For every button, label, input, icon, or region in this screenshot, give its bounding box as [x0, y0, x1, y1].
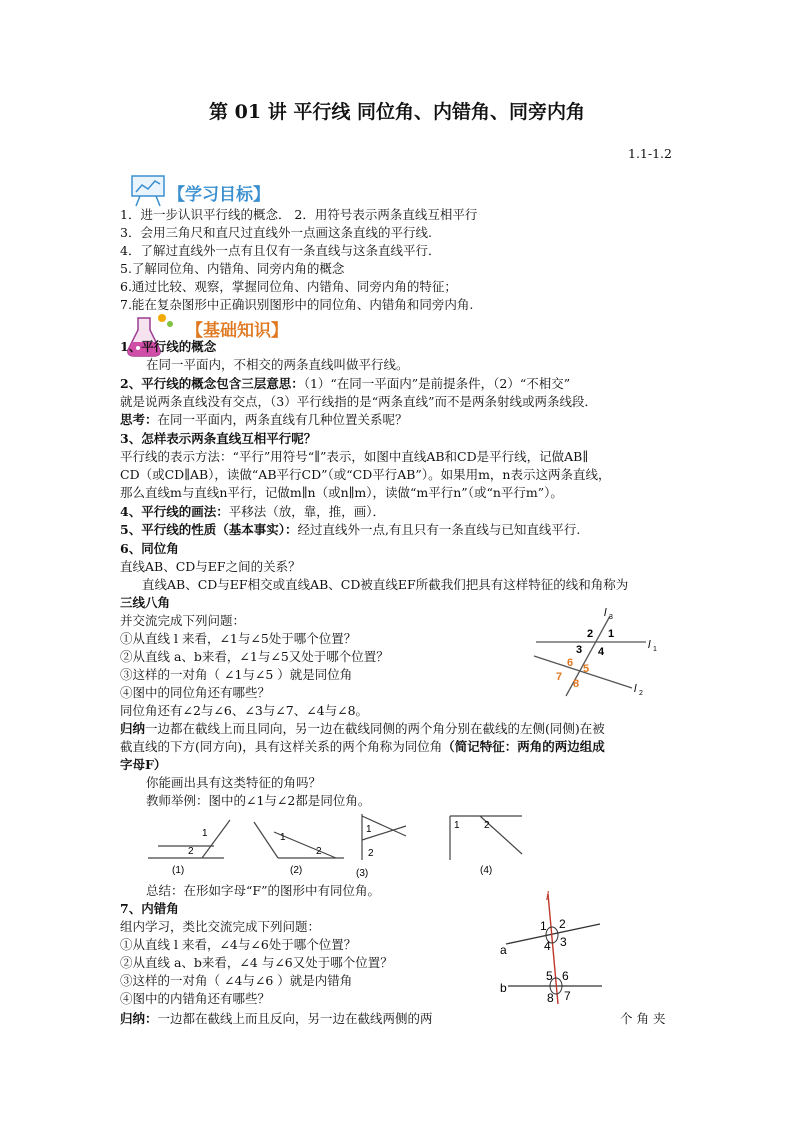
s4-title: 4、平行线的画法： — [120, 504, 229, 519]
fig1-l3: l — [604, 607, 607, 619]
s7-q1: ①从直线 l 来看，∠4与∠6处于哪个位置？ — [120, 937, 357, 952]
s6-q4: ④图中的同位角还有哪些？ — [120, 685, 271, 700]
ex3-label-2: 2 — [368, 848, 374, 859]
s2-line-a — [120, 375, 570, 393]
s3-line-b: CD（或CD∥AB），读做“AB平行CD”（或“CD平行AB”）。如果用m，n表示这两条直线， — [120, 467, 611, 482]
easel-icon — [128, 172, 170, 208]
s6-summary-bold: （简记特征：两角的两边组成 — [442, 739, 605, 754]
ex4-caption: (4) — [480, 865, 493, 876]
s3-line-a: 平行线的表示方法：“平行”用符号“∥”表示，如图中直线AB和CD是平行线，记做AB∥ — [120, 449, 589, 464]
s6-teacher: 教师举例：图中的∠1与∠2都是同位角。 — [146, 793, 371, 808]
fig1-l2: l — [634, 683, 637, 695]
s5-title: 5、平行线的性质（基本事实）： — [120, 522, 298, 537]
fig1-l3-sub: 3 — [609, 614, 613, 621]
fig1-angle-7: 7 — [556, 671, 563, 683]
s6-conclusion: 总结：在形如字母“F”的图形中有同位角。 — [146, 883, 380, 898]
s1-body: 在同一平面内，不相交的两条直线叫做平行线。 — [146, 357, 409, 372]
s6-summary-b — [120, 738, 605, 756]
s2-title: 2、平行线的概念包含三层意思： — [120, 376, 304, 391]
fig1-l1: l — [648, 639, 651, 651]
objective-3: 3．会用三角尺和直尺过直线外一点画这条直线的平行线. — [120, 225, 432, 240]
ex4-label-1: 1 — [454, 820, 460, 831]
ex2-caption: (2) — [290, 865, 303, 876]
fig2-l: l — [546, 889, 549, 903]
s6-description: 直线AB、CD与EF相交或直线AB、CD被直线EF所截我们把具有这样特征的线和角称为 — [142, 577, 629, 592]
s6-q3: ③这样的一对角（ ∠1与∠5 ）就是同位角 — [120, 667, 353, 682]
fig1-angle-6: 6 — [567, 657, 574, 669]
s6-summary-a — [120, 720, 605, 738]
think-line — [120, 411, 408, 429]
corresponding-angles-figure — [528, 604, 668, 702]
s7-summary-tail: 个 角 夹 — [620, 1011, 666, 1026]
fig2-angle-8: 8 — [547, 991, 554, 1005]
s6-summary-c: 字母F） — [120, 757, 167, 772]
ex1-caption: (1) — [172, 865, 185, 876]
fig1-angle-5: 5 — [583, 663, 590, 675]
page-title: 第 01 讲 平行线 同位角、内错角、同旁内角 — [209, 101, 585, 123]
objective-6: 6.通过比较、观察，掌握同位角、内错角、同旁内角的特征； — [120, 279, 457, 294]
fig2-angle-5: 5 — [546, 969, 553, 983]
s2-line-b: 就是说两条直线没有交点，（3）平行线指的是“两条直线”而不是两条射线或两条线段． — [120, 394, 597, 409]
s6-answer: 同位角还有∠2与∠6、∠3与∠7、∠4与∠8。 — [120, 703, 369, 718]
fig1-l1-sub: 1 — [653, 646, 657, 653]
corresponding-examples-figure — [144, 810, 534, 880]
s6-q1: ①从直线 l 来看，∠1与∠5处于哪个位置？ — [120, 631, 357, 646]
objective-7: 7.能在复杂图形中正确识别图形中的同位角、内错角和同旁内角. — [120, 297, 474, 312]
fig2-angle-3: 3 — [560, 935, 567, 949]
alternate-angles-figure — [496, 888, 616, 1008]
fig2-a: a — [500, 943, 507, 957]
s7-title: 7、内错角 — [120, 901, 179, 916]
objectives-header: 【学习目标】 — [168, 185, 270, 205]
think-label: 思考： — [120, 412, 158, 427]
s7-summary — [120, 1010, 433, 1028]
fig1-angle-1: 1 — [608, 628, 615, 640]
fig2-angle-7: 7 — [564, 989, 571, 1003]
ex4-label-2: 2 — [484, 820, 490, 831]
objective-5: 5.了解同位角、内错角、同旁内角的概念 — [120, 261, 345, 276]
ex2-label-2: 2 — [316, 846, 322, 857]
s7-intro: 组内学习，类比交流完成下列问题： — [120, 919, 321, 934]
s6-summary-text-b: 截直线的下方(同方向)，具有这样关系的两个角称为同位角 — [120, 739, 443, 754]
s7-q3: ③这样的一对角（ ∠4与∠6 ）就是内错角 — [120, 973, 353, 988]
ex3-label-1: 1 — [366, 824, 372, 835]
s6-summary-text-a: 一边都在截线上而且同向，另一边在截线同侧的两个角分别在截线的左侧(同侧)在被 — [145, 721, 605, 736]
s6-title: 6、同位角 — [120, 541, 179, 556]
s4-body: 平移法（放，靠，推，画）． — [228, 504, 385, 519]
fig2-angle-2: 2 — [559, 917, 566, 931]
fig1-angle-2: 2 — [587, 628, 594, 640]
basics-header: 【基础知识】 — [186, 321, 288, 341]
fig1-angle-4: 4 — [598, 646, 605, 658]
s2-text-a: （1）“在同一平面内”是前提条件，（2）“不相交” — [303, 376, 571, 391]
fig2-angle-6: 6 — [562, 969, 569, 983]
fig1-angle-3: 3 — [576, 644, 583, 656]
fig2-b: b — [500, 981, 507, 995]
s7-q2: ②从直线 a、b来看，∠4 与∠6又处于哪个位置？ — [120, 955, 393, 970]
objective-1: 1．进一步认识平行线的概念． 2．用符号表示两条直线互相平行 — [120, 207, 478, 222]
ex1-label-2: 2 — [188, 846, 194, 857]
s7-summary-text: 一边都在截线上而且反向，另一边在截线两侧的两 — [157, 1011, 433, 1026]
fig1-l2-sub: 2 — [639, 690, 643, 697]
s1-title: 1、平行线的概念 — [120, 339, 217, 354]
ex2-label-1: 1 — [280, 832, 286, 843]
s7-summary-label: 归纳： — [120, 1011, 158, 1026]
s6-draw: 你能画出具有这类特征的角吗？ — [146, 775, 322, 790]
fig2-angle-4: 4 — [544, 939, 551, 953]
s6-q2: ②从直线 a、b来看，∠1与∠5又处于哪个位置？ — [120, 649, 389, 664]
fig2-angle-1: 1 — [540, 919, 547, 933]
objective-4: 4．了解过直线外一点有且仅有一条直线与这条直线平行． — [120, 243, 441, 258]
s6-summary-label: 归纳 — [120, 721, 146, 736]
s3-line-c: 那么直线m与直线n平行，记做m∥n（或n∥m），读做“m平行n”（或“n平行m”）。 — [120, 485, 563, 500]
s3-title: 3、怎样表示两条直线互相平行呢？ — [120, 431, 317, 446]
s7-q4: ④图中的内错角还有哪些？ — [120, 991, 271, 1006]
section-code: 1.1-1.2 — [628, 146, 672, 161]
s4-line — [120, 503, 385, 521]
s6-question: 直线AB、CD与EF之间的关系？ — [120, 559, 301, 574]
ex1-label-1: 1 — [202, 828, 208, 839]
s5-line — [120, 521, 580, 539]
s6-intro: 并交流完成下列问题： — [120, 613, 246, 628]
ex3-caption: (3) — [356, 868, 369, 879]
s5-body: 经过直线外一点,有且只有一条直线与已知直线平行. — [297, 522, 581, 537]
fig1-angle-8: 8 — [573, 678, 580, 690]
think-body: 在同一平面内，两条直线有几种位置关系呢？ — [157, 412, 408, 427]
s6-term: 三线八角 — [120, 595, 171, 610]
